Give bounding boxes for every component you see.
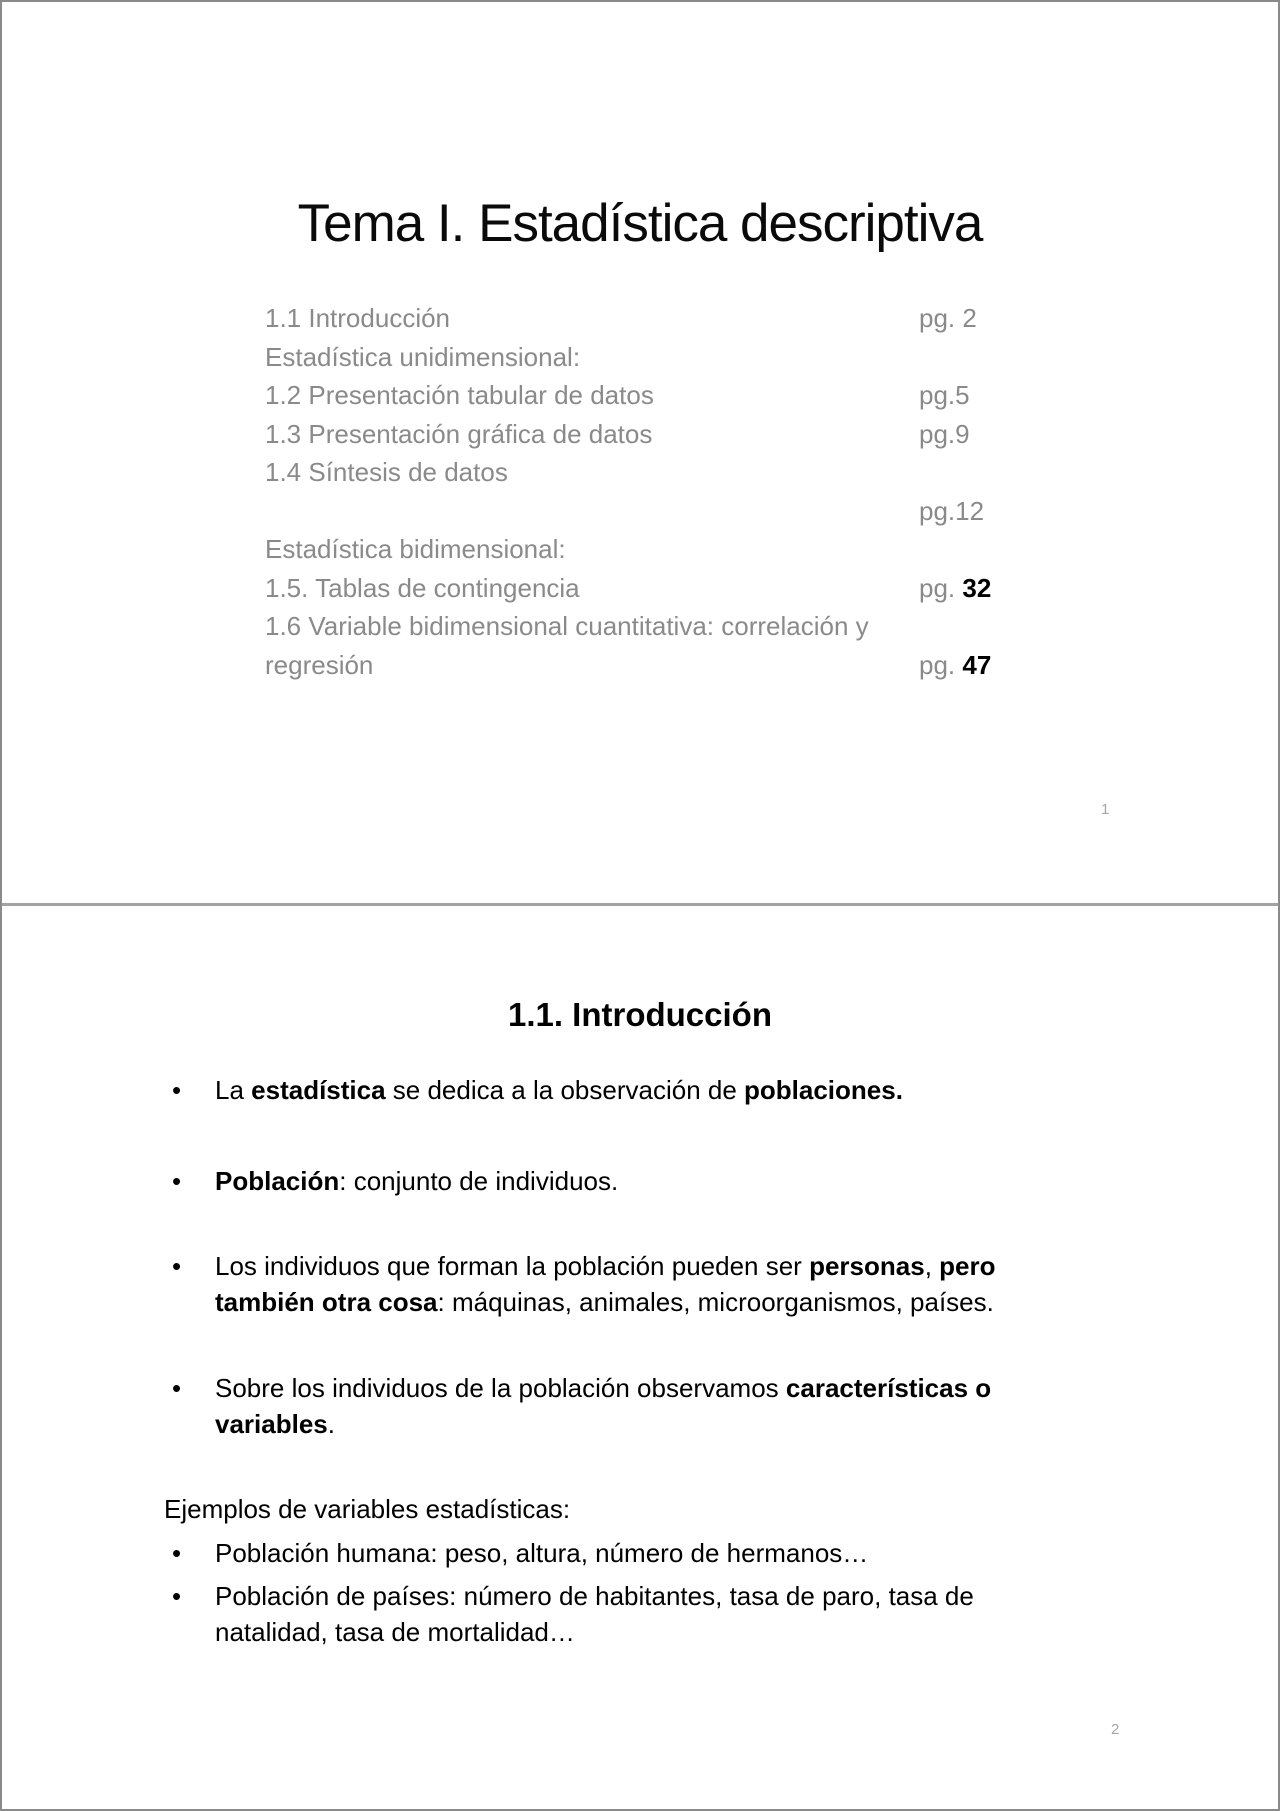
bullet-text [215,1370,1124,1442]
examples-intro: Ejemplos de variables estadísticas: [164,1494,571,1524]
table-of-contents [265,299,1055,684]
bullet-dot: • [172,1075,182,1105]
text-line: también otra cosa: máquinas, animales, microorganismos, países. [215,1287,994,1317]
toc-page-ref [919,646,991,685]
toc-entry-label: 1.1 Introducción [265,303,451,333]
slide1-title: Tema I. Estadística descriptiva [297,194,983,253]
text-line: Los individuos que forman la población pueden ser personas, pero [215,1251,996,1281]
text-line: Sobre los individuos de la población observamos características o [215,1373,992,1403]
toc-page-ref [919,376,970,415]
toc-page-prefix: pg.9 [919,418,970,449]
slide-1 [2,2,1278,903]
toc-page-prefix: pg.5 [919,380,970,410]
bullet-item [164,1163,1124,1199]
bullet-text [215,1248,1124,1320]
toc-page-number: 32 [962,572,992,603]
toc-row [265,299,1055,338]
toc-entry-label: 1.3 Presentación gráfica de datos [265,418,653,449]
toc-row [265,453,1055,492]
bullet-item [164,1535,1124,1571]
bullet-item [164,1072,1124,1108]
toc-row [265,646,1055,685]
text-line: variables. [215,1409,335,1439]
toc-row [265,530,1055,569]
text-line: Población de países: número de habitantes, tasa de paro, tasa de [215,1581,974,1611]
toc-row [265,415,1055,454]
toc-row [265,376,1055,415]
bullet-text [215,1578,1124,1650]
toc-page-prefix: pg.12 [919,495,985,526]
toc-entry-label: 1.5. Tablas de contingencia [265,572,580,603]
toc-row [265,607,1055,646]
bullet-dot: • [172,1581,182,1611]
bullet-text [215,1163,1124,1199]
toc-page-ref [919,492,984,531]
slide2-page-number: 2 [1111,1721,1120,1738]
toc-entry-label: regresión [265,649,374,680]
bullet-item [164,1578,1124,1650]
toc-row [265,338,1055,377]
toc-row [265,492,1055,531]
toc-entry-label: 1.2 Presentación tabular de datos [265,380,654,410]
slide1-page-number: 1 [1101,801,1110,818]
bullet-item [164,1370,1124,1442]
text-line: Población: conjunto de individuos. [215,1166,619,1196]
text-line: natalidad, tasa de mortalidad… [215,1617,575,1647]
text-line: La estadística se dedica a la observación de poblaciones. [215,1075,903,1105]
toc-page-ref [919,415,970,454]
toc-entry-label: 1.4 Síntesis de datos [265,457,508,487]
toc-page-prefix: pg. [919,572,963,603]
text-line: Población humana: peso, altura, número de hermanos… [215,1538,869,1568]
bullet-text [215,1072,1124,1108]
toc-page-ref [919,299,977,338]
slide2-heading: 1.1. Introducción [507,996,773,1033]
toc-page-ref [919,569,991,608]
bullet-dot: • [172,1166,182,1196]
bullet-text [215,1535,1124,1571]
toc-row [265,569,1055,608]
bullet-item [164,1248,1124,1320]
toc-entry-label: 1.6 Variable bidimensional cuantitativa: correlación y [265,611,869,641]
toc-page-number: 47 [962,649,992,680]
bullet-dot: • [172,1373,182,1403]
bullet-dot: • [172,1251,182,1281]
toc-entry-label: Estadística bidimensional: [265,534,566,564]
toc-entry-label: Estadística unidimensional: [265,341,581,372]
toc-page-prefix: pg. [919,649,963,680]
bullet-dot: • [172,1538,182,1568]
toc-page-prefix: pg. 2 [919,303,977,333]
slide-2 [2,906,1278,1809]
